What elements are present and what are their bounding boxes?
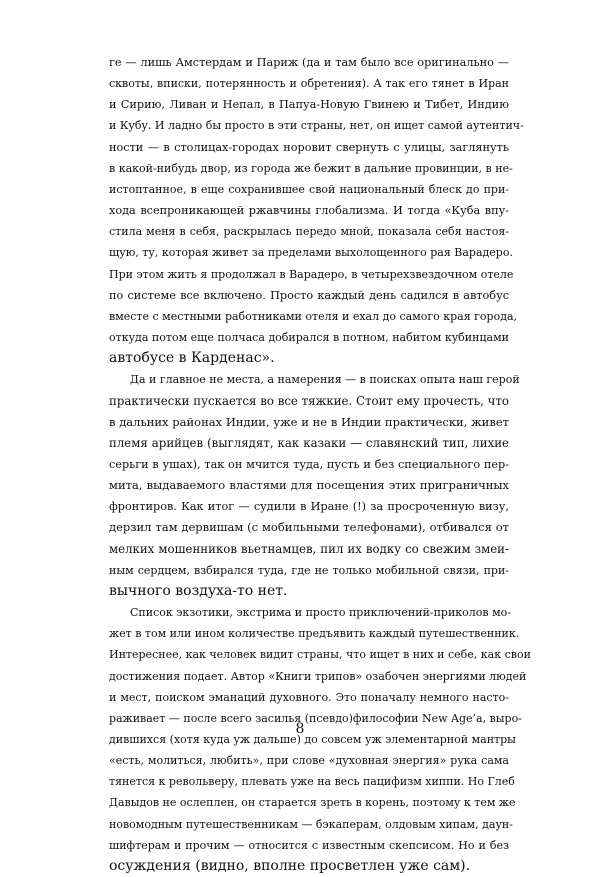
text-line: стила меня в себя, раскрылась передо мной, показала себя настоя- <box>109 225 509 239</box>
text-line: Список экзотики, экстрима и просто приключений-приколов мо- <box>130 606 511 620</box>
text-line: откуда потом еще полчаса добирался в потном, набитом кубинцами <box>109 331 509 345</box>
text-line: в какой-нибудь двор, из города же бежит в дальние провинции, в не- <box>109 161 513 175</box>
text-line: истоптанное, в еще сохранившее свой национальный блеск до при- <box>109 182 509 196</box>
paragraph <box>109 602 531 877</box>
text-line: ге — лишь Амстердам и Париж (да и там было все оригинально — <box>109 56 509 69</box>
text-line: мита, выдаваемого властями для посещения этих приграничных <box>109 478 509 493</box>
text-line: осуждения (видно, вполне просветлен уже сам). <box>109 857 471 874</box>
text-line: в дальних районах Индии, уже и не в Индии практически, живет <box>109 414 509 429</box>
text-line: дерзил там дервишам (с мобильными телефонами), отбивался от <box>109 520 509 535</box>
text-line: и мест, поиском эманаций духовного. Это поначалу немного насто- <box>109 690 509 704</box>
text-line: Да и главное не места, а намерения — в поисках опыта наш герой <box>130 373 520 387</box>
text-line: шифтерам и прочим — относится с известным скепсисом. Но и без <box>109 838 509 852</box>
text-line: новомодным путешественникам — бэкаперам, олдовым хипам, даун- <box>109 817 513 831</box>
paragraph <box>109 52 524 369</box>
text-line: При этом жить я продолжал в Варадеро, в четырехзвездочном отеле <box>109 267 514 281</box>
text-line: достижения подает. Автор «Книги трипов» озабочен энергиями людей <box>109 669 527 683</box>
paragraph <box>109 369 520 602</box>
text-line: вычного воздуха-то нет. <box>109 582 288 599</box>
text-line: практически пускается во все тяжкие. Стоит ему прочесть, что <box>109 393 509 408</box>
text-line: сквоты, вписки, потерянность и обретения). А так его тянет в Иран <box>109 77 509 91</box>
text-line: тянется к револьверу, плевать уже на весь пацифизм хиппи. Но Глеб <box>109 775 515 789</box>
text-line: по системе все включено. Просто каждый день садился в автобус <box>109 288 509 302</box>
text-line: жет в том или ином количестве предъявить каждый путешественник. <box>109 627 520 641</box>
text-line: ности — в столицах-городах норовит свернуть с улицы, заглянуть <box>109 140 509 154</box>
text-line: и Сирию, Ливан и Непал, в Папуа-Новую Гвинею и Тибет, Индию <box>109 98 509 112</box>
text-line: мелких мошенников вьетнамцев, пил их водку со свежим змеи- <box>109 541 509 556</box>
body-text <box>109 52 531 877</box>
text-line: вместе с местными работниками отеля и ехал до самого края города, <box>109 309 518 323</box>
page-number: 8 <box>295 721 305 737</box>
text-line: автобусе в Карденас». <box>109 350 275 367</box>
text-line: «есть, молиться, любить», при слове «духовная энергия» рука сама <box>109 754 509 768</box>
text-line: дившихся (хотя куда уж дальше) до совсем уж элементарной мантры <box>109 733 516 746</box>
text-line: фронтиров. Как итог — судили в Иране (!) за просроченную визу, <box>109 500 509 514</box>
text-line: щую, ту, которая живет за пределами выхолощенного рая Варадеро. <box>109 246 513 260</box>
text-line: серьги в ушах), так он мчится туда, пусть и без специального пер- <box>109 457 509 471</box>
text-line: Интереснее, как человек видит страны, что ищет в них и себе, как свои <box>109 648 531 662</box>
text-line: племя арийцев (выглядят, как казаки — славянский тип, лихие <box>109 435 509 450</box>
text-line: хода всепроникающей ржавчины глобализма. И тогда «Куба впу- <box>109 204 509 218</box>
text-line: и Кубу. И ладно бы просто в эти страны, нет, он ищет самой аутентич- <box>109 119 524 133</box>
text-line: Давыдов не ослеплен, он старается зреть в корень, поэтому к тем же <box>109 796 516 810</box>
text-line: раживает — после всего засилья (псевдо)философии New Age’а, выро- <box>109 711 522 725</box>
text-line: ным сердцем, взбирался туда, где не только мобильной связи, при- <box>109 563 509 577</box>
